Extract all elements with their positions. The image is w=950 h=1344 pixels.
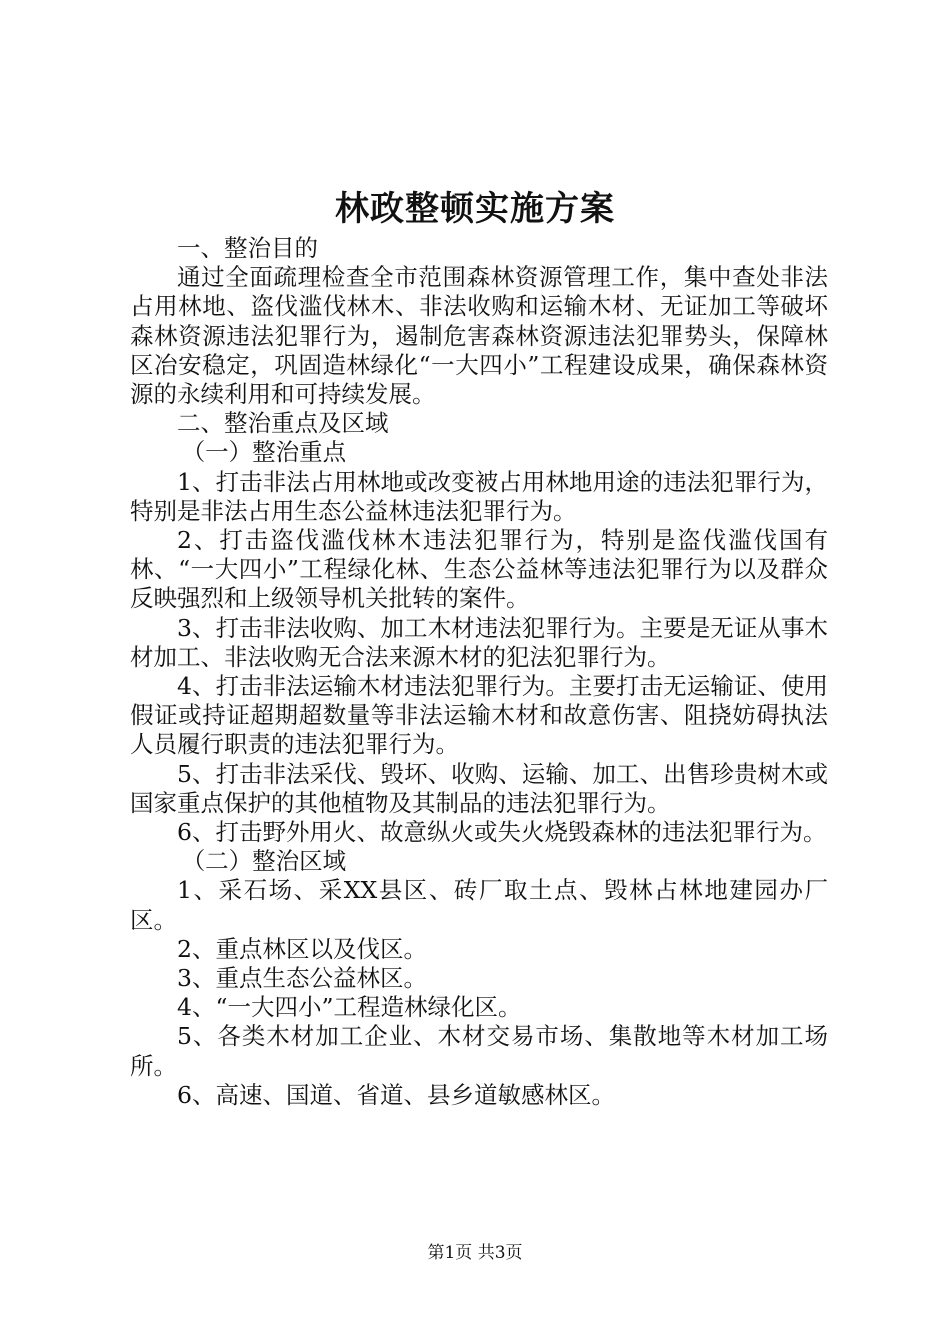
document-body [130, 234, 828, 1110]
paragraph-purpose: 通过全面疏理检查全市范围森林资源管理工作，集中查处非法占用林地、盗伐滥伐林木、非法收购和运输木材、无证加工等破坏森林资源违法犯罪行为，遏制危害森林资源违法犯罪势头，保障林区冶安稳定，巩固造林绿化“一大四小”工程建设成果，确保森林资源的永续利用和可持续发展。 [130, 263, 828, 409]
focus-item-3: 3、打击非法收购、加工木材违法犯罪行为。主要是无证从事木材加工、非法收购无合法来源木材的犯法犯罪行为。 [130, 613, 828, 671]
document-title: 林政整顿实施方案 [335, 189, 615, 229]
area-item-1: 1、采石场、采XX县区、砖厂取土点、毁林占林地建园办厂区。 [130, 876, 828, 934]
focus-item-5: 5、打击非法采伐、毁坏、收购、运输、加工、出售珍贵树木或国家重点保护的其他植物及其制品的违法犯罪行为。 [130, 759, 828, 817]
focus-item-2: 2、打击盗伐滥伐林木违法犯罪行为，特别是盗伐滥伐国有林、“一大四小”工程绿化林、生态公益林等违法犯罪行为以及群众反映强烈和上级领导机关批转的案件。 [130, 526, 828, 613]
area-item-2: 2、重点林区以及伐区。 [177, 934, 427, 963]
page-footer: 第1页 共3页 [427, 1243, 523, 1263]
subsection-heading-areas: （二）整治区域 [181, 847, 347, 876]
section-heading-purpose: 一、整治目的 [177, 234, 318, 262]
section-heading-focus-and-areas: 二、整治重点及区域 [177, 409, 389, 438]
focus-item-4: 4、打击非法运输木材违法犯罪行为。主要打击无运输证、使用假证或持证超期超数量等非法运输木材和故意伤害、阻挠妨碍执法人员履行职责的违法犯罪行为。 [130, 672, 828, 759]
area-item-6: 6、高速、国道、省道、县乡道敏感林区。 [177, 1080, 615, 1109]
focus-item-1: 1、打击非法占用林地或改变被占用林地用途的违法犯罪行为，特别是非法占用生态公益林违法犯罪行为。 [130, 467, 828, 525]
focus-item-6: 6、打击野外用火、故意纵火或失火烧毁森林的违法犯罪行为。 [177, 818, 827, 847]
area-item-3: 3、重点生态公益林区。 [177, 964, 427, 993]
area-item-4: 4、“一大四小”工程造林绿化区。 [177, 993, 522, 1022]
subsection-heading-focus: （一）整治重点 [181, 438, 347, 467]
area-item-5: 5、各类木材加工企业、木材交易市场、集散地等木材加工场所。 [130, 1022, 828, 1080]
